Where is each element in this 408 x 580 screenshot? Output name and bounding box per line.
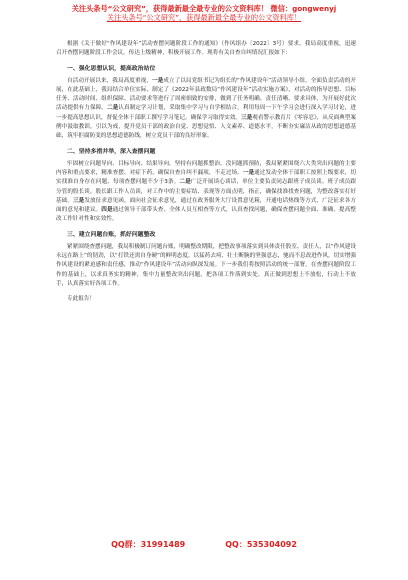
- intro-paragraph: 根据《关于做好“作风建设年”活动查摆问题阶段工作的通知》（作风组办〔2022〕3号）要求，我局高度重视，迅速召开查摆问题阶段工作会议，传达上级精神，积极开展工作。现将有关自查自纠情况汇报如下：: [56, 41, 356, 57]
- section-3-heading: 三、建立问题台账，抓好问题整改: [67, 231, 156, 238]
- section-3-paragraph: 紧紧围绕查摆问题，我局积极制订问题台账，明确整改期限，把整改事项落实到具体责任股室、责任人，以“作风建设永远在路上”的韧劲，以“打铁还需自身硬”的鲜明态度，以猛药去疴、壮士断腕的坚强意志，驰而不息改进作风，切实增强作风建设的紧迫感和责任感，推动“作风建设年”活动向纵深发展。下一步我们将按照活动的统一部署，在查摆问题阶段工作的基础上，以求真务实的精神，集中力量整改突出问题，把各项工作落到实处，真正做到思想上不放松，行动上不放手，认真落实好各项工作。: [56, 243, 356, 287]
- ordinal-marker: 四是: [101, 207, 113, 214]
- closing-line: 专此报告！: [67, 296, 95, 303]
- section-2-heading: 二、坚持多措并举，深入查摆问题: [67, 148, 156, 155]
- watermark-banner: [0, 4, 408, 22]
- ordinal-marker: 三是: [72, 197, 85, 204]
- ordinal-marker: 二是: [106, 105, 119, 112]
- section-2-paragraph: 牢固树立问题导向、目标导向、结果导向，坚持有问题抓整治、没问题抓预防，我局紧紧围绕六大类突出问题的主要内容和重点要求，精准查摆、对症下药，确保自查自纠不漏项，不走过场。一是通过发动全体干部职工按照上级要求，切实找准自身存在问题，每项查摆问题不少于3条。二是广泛开展谈心谈话，单位主要负责同志跟班子成员谈、班子成员跟分管的股长谈，股长跟工作人员谈，对工作中的主要症结、表现等方面点明，指正，确保找准找查问题，为整改落实打好基础。三是发放征求意见函，面向社会征求意见，通过在政务服务大厅设置意见箱，开通电话热线等方式，广泛征求各方面的意见和建议。四是通过领导干部带头查、全体人员互相查等方式，认真查找问题，确保查摆问题全面、准确，提高整改工作针对性和实效性。: [56, 160, 356, 223]
- qq-number: QQ：535304092: [225, 540, 297, 549]
- document-body: [56, 40, 356, 305]
- contact-footer: [0, 539, 408, 550]
- section-1-heading: 一、强化思想认识，提高政治站位: [67, 65, 156, 72]
- banner-line-1: 关注头条号“公文研究”，获得最新最全最专业的公文资料库！ 微信：gongwenyj: [71, 4, 337, 13]
- qq-group: QQ群：31991489: [111, 540, 186, 549]
- section-1-paragraph: 自活动开展以来，我局高度重视，一是成立了以局党组书记为组长的“作风建设年”活动领导小组，全面负责活动的开展，在此基础上，我局结合单位实际，制定了《2022年县政数局“作风建设年”活动实施方案》，对活动的指导思想、目标任务、活动时间、组织保障、活动要求等进行了周密细致的安排，做到了任务明确、责任清晰、要求具体，为开展好此次活动提供有力保障。二是认真制定学习计划，采取集中学习与自学相结合，利用每周一下午学习会进行深入学习讨论，进一步提高思想认识，督促全体干部职工撰写学习笔记，确保学习取得实效。三是观看警示教育片《零容忍》，从反面典型案例中汲取教训，引以为戒，提升党员干部的政治自觉、思想觉悟、人文素养、道德水平，不断夯实廉洁从政的思想道德基础，筑牢拒腐防变的思想道德防线，树立党员干部的良好形象。: [56, 77, 356, 140]
- ordinal-marker: 一是: [151, 77, 164, 84]
- banner-line-2: 关注头条号“公文研究”，获得最新最全最专业的公文资料库！: [106, 13, 302, 22]
- ordinal-marker: 三是: [241, 114, 253, 121]
- ordinal-marker: 二是: [179, 179, 191, 186]
- ordinal-marker: 一是: [242, 169, 255, 176]
